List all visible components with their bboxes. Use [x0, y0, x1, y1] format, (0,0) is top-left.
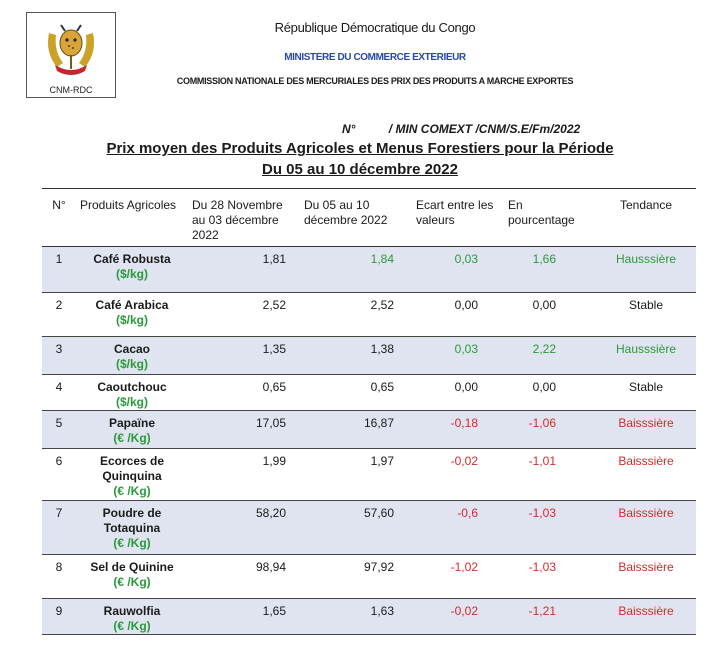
row-prev-price: 58,20: [255, 506, 286, 520]
table-row: [42, 375, 696, 411]
row-pct: -1,03: [528, 506, 556, 520]
row-trend: Stable: [628, 298, 664, 312]
header-product: Produits Agricoles: [76, 189, 188, 247]
product-name: Papaïne: [108, 416, 156, 430]
product-unit: (€ /Kg): [113, 536, 151, 550]
row-product: [76, 501, 188, 555]
prices-table: [42, 188, 696, 635]
product-name: Cacao: [113, 342, 151, 356]
product-unit: ($/kg): [115, 267, 148, 281]
row-pct: -1,21: [528, 604, 556, 618]
product-name: Café Robusta: [93, 252, 171, 266]
row-trend: Hausssière: [615, 252, 677, 266]
row-product: [76, 293, 188, 337]
row-trend: Baisssière: [618, 454, 674, 468]
title-line-2: Du 05 au 10 décembre 2022: [262, 161, 458, 178]
product-name: Caoutchouc: [97, 380, 167, 394]
row-curr-price: 2,52: [370, 298, 394, 312]
table-row: [42, 449, 696, 501]
table-row: [42, 293, 696, 337]
row-trend: Baisssière: [618, 560, 674, 574]
row-ecart: -0,18: [450, 416, 478, 430]
row-product: [76, 411, 188, 449]
product-unit: (€ /Kg): [113, 619, 151, 633]
product-unit: (€ /Kg): [113, 484, 151, 498]
row-curr-price: 16,87: [363, 416, 394, 430]
row-ecart: -0,02: [450, 604, 478, 618]
row-product: [76, 599, 188, 635]
row-ecart: -0,02: [450, 454, 478, 468]
row-pct: -1,06: [528, 416, 556, 430]
row-trend: Hausssière: [615, 342, 677, 356]
row-ecart: 0,03: [454, 252, 478, 266]
title-line-1: Prix moyen des Produits Agricoles et Menus Forestiers pour la Période: [106, 140, 614, 157]
row-pct: 0,00: [532, 298, 556, 312]
row-ecart: 0,03: [454, 342, 478, 356]
document-reference: N° / MIN COMEXT /CNM/S.E/Fm/2022: [342, 122, 581, 136]
header-num: N°: [42, 189, 76, 247]
product-name: Poudre de Totaquina: [102, 506, 162, 535]
table-row: [42, 555, 696, 599]
row-num: 6: [55, 454, 63, 468]
row-curr-price: 0,65: [370, 380, 394, 394]
product-name: Rauwolfia: [103, 604, 161, 618]
header-trend: Tendance: [596, 189, 696, 247]
row-pct: 0,00: [532, 380, 556, 394]
header-ecart: Ecart entre les valeurs: [412, 189, 504, 247]
row-ecart: -1,02: [450, 560, 478, 574]
row-ecart: 0,00: [454, 380, 478, 394]
row-prev-price: 98,94: [255, 560, 286, 574]
row-num: 8: [55, 560, 63, 574]
row-curr-price: 1,38: [370, 342, 394, 356]
row-curr-price: 57,60: [363, 506, 394, 520]
logo-caption: CNM-RDC: [49, 85, 93, 95]
ministry-name: MINISTERE DU COMMERCE EXTERIEUR: [284, 52, 466, 63]
product-unit: ($/kg): [115, 313, 148, 327]
row-trend: Baisssière: [618, 506, 674, 520]
row-num: 9: [55, 604, 63, 618]
row-prev-price: 1,81: [262, 252, 286, 266]
table-row: [42, 411, 696, 449]
row-product: [76, 247, 188, 293]
row-pct: -1,03: [528, 560, 556, 574]
row-prev-price: 1,99: [262, 454, 286, 468]
row-ecart: 0,00: [454, 298, 478, 312]
row-trend: Stable: [628, 380, 664, 394]
row-trend: Baisssière: [618, 604, 674, 618]
document-subtitle: [0, 161, 720, 178]
product-name: Ecorces de Quinquina: [99, 454, 165, 483]
row-prev-price: 1,65: [262, 604, 286, 618]
row-product: [76, 337, 188, 375]
row-product: [76, 555, 188, 599]
row-prev-price: 1,35: [262, 342, 286, 356]
header-prev-period: Du 28 Novembre au 03 décembre 2022: [188, 189, 300, 247]
row-ecart: -0,6: [457, 506, 478, 520]
row-curr-price: 1,84: [370, 252, 394, 266]
row-curr-price: 1,63: [370, 604, 394, 618]
row-num: 2: [55, 298, 63, 312]
table-row: [42, 599, 696, 635]
row-num: 5: [55, 416, 63, 430]
row-num: 7: [55, 506, 63, 520]
row-pct: 2,22: [532, 342, 556, 356]
row-num: 3: [55, 342, 63, 356]
row-product: [76, 375, 188, 411]
row-product: [76, 449, 188, 501]
header-curr-period: Du 05 au 10 décembre 2022: [300, 189, 412, 247]
document-title: [0, 140, 720, 157]
table-header-row: [42, 189, 696, 247]
product-name: Sel de Quinine: [90, 560, 174, 574]
product-unit: ($/kg): [115, 357, 148, 371]
product-unit: (€ /Kg): [113, 575, 151, 589]
row-trend: Baisssière: [618, 416, 674, 430]
row-pct: -1,01: [528, 454, 556, 468]
product-name: Café Arabica: [95, 298, 169, 312]
row-curr-price: 1,97: [370, 454, 394, 468]
table-row: [42, 337, 696, 375]
row-num: 1: [55, 252, 63, 266]
table-row: [42, 247, 696, 293]
product-unit: (€ /Kg): [113, 431, 151, 445]
table-row: [42, 501, 696, 555]
header-pct: En pourcentage: [504, 189, 596, 247]
country-name: République Démocratique du Congo: [274, 20, 476, 35]
row-prev-price: 0,65: [262, 380, 286, 394]
row-prev-price: 17,05: [255, 416, 286, 430]
commission-name: COMMISSION NATIONALE DES MERCURIALES DES PRIX DES PRODUITS A MARCHE EXPORTES: [176, 76, 574, 86]
product-unit: ($/kg): [115, 395, 148, 409]
row-curr-price: 97,92: [363, 560, 394, 574]
row-pct: 1,66: [532, 252, 556, 266]
row-num: 4: [55, 380, 63, 394]
row-prev-price: 2,52: [262, 298, 286, 312]
